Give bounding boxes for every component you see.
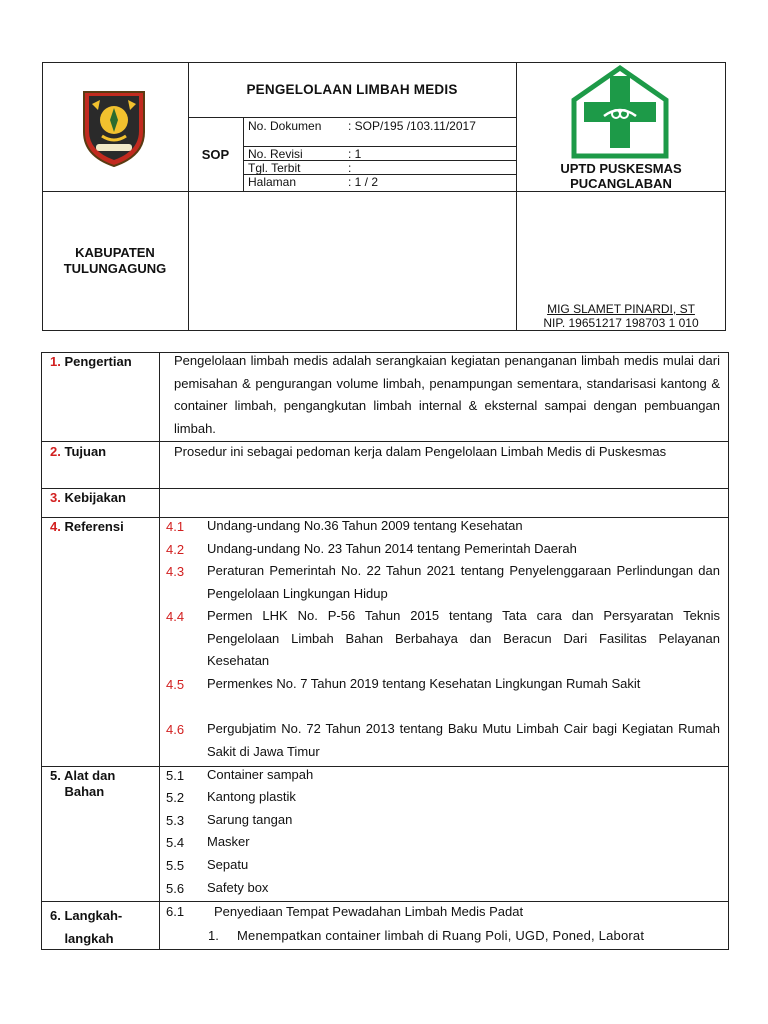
field-label-halaman: Halaman bbox=[248, 175, 297, 189]
reference-text: Peraturan Pemerintah No. 22 Tahun 2021 tentang Penyelenggaraan Perlindungan dan Pengelolaan Lingkungan Hidup bbox=[207, 563, 720, 601]
section-number: 3. bbox=[50, 490, 61, 505]
field-value-tgl-terbit: : bbox=[348, 161, 352, 175]
reference-text: Pergubjatim No. 72 Tahun 2013 tentang Baku Mutu Limbah Cair bagi Kegiatan Rumah Sakit di Jawa Timur bbox=[207, 721, 720, 759]
section-title: Referensi bbox=[64, 519, 124, 534]
region-name: KABUPATEN TULUNGAGUNG bbox=[63, 245, 167, 276]
item-text: Safety box bbox=[207, 880, 269, 895]
step-group-number: 6.1 bbox=[166, 904, 185, 919]
reference-text: Permen LHK No. P-56 Tahun 2015 tentang Tata cara dan Persyaratan Teknis Pengelolaan Limbah Bahan Berbahaya dan Beracun Dari Fasilitas Pelayanan Kesehatan bbox=[207, 608, 720, 669]
item-number: 5.4 bbox=[166, 835, 185, 850]
reference-text: Undang-undang No.36 Tahun 2009 tentang Kesehatan bbox=[207, 518, 523, 533]
section-tujuan-text: Prosedur ini sebagai pedoman kerja dalam Pengelolaan Limbah Medis di Puskesmas bbox=[174, 444, 667, 459]
signer-nip: NIP. 19651217 198703 1 010 bbox=[543, 316, 699, 330]
item-number: 5.5 bbox=[166, 858, 185, 873]
reference-number: 4.6 bbox=[166, 722, 185, 737]
field-label-no-revisi: No. Revisi bbox=[248, 147, 303, 161]
item-text: Sepatu bbox=[207, 857, 249, 872]
section-pengertian-text: Pengelolaan limbah medis adalah serangkaian kegiatan penanganan limbah medis mulai dari pemisahan & pengurangan volume limbah, penampungan sementara, standarisasi kantong & container limbah, pengangkutan limbah internal & eksternal sampai dengan pembuangan limbah. bbox=[174, 353, 720, 436]
section-number: 4. bbox=[50, 519, 61, 534]
item-number: 5.6 bbox=[166, 881, 185, 896]
reference-number: 4.1 bbox=[166, 519, 185, 534]
item-text: Container sampah bbox=[207, 767, 314, 782]
reference-number: 4.4 bbox=[166, 609, 185, 624]
item-text: Masker bbox=[207, 834, 250, 849]
section-pengertian-label bbox=[50, 354, 132, 369]
section-referensi-label bbox=[50, 519, 124, 534]
field-value-no-revisi: : 1 bbox=[348, 147, 362, 161]
puskesmas-logo bbox=[570, 64, 670, 160]
section-alat-label: 5. Alat dan Bahan bbox=[50, 768, 116, 799]
reference-text: Undang-undang No. 23 Tahun 2014 tentang Pemerintah Daerah bbox=[207, 541, 577, 556]
section-number: 1. bbox=[50, 354, 61, 369]
kabupaten-emblem-logo bbox=[78, 86, 150, 168]
step-group-title: Penyediaan Tempat Pewadahan Limbah Medis Padat bbox=[214, 904, 524, 919]
section-title: Pengertian bbox=[64, 354, 132, 369]
item-number: 5.2 bbox=[166, 790, 185, 805]
reference-number: 4.2 bbox=[166, 542, 185, 557]
item-text: Kantong plastik bbox=[207, 789, 296, 804]
item-number: 5.3 bbox=[166, 813, 185, 828]
section-tujuan-label bbox=[50, 444, 106, 459]
step-number: 1. bbox=[208, 928, 219, 943]
field-label-no-dokumen: No. Dokumen bbox=[248, 119, 322, 133]
organization-name: UPTD PUSKESMAS PUCANGLABAN bbox=[560, 161, 682, 191]
field-value-no-dokumen: : SOP/195 /103.11/2017 bbox=[348, 119, 476, 133]
reference-number: 4.3 bbox=[166, 564, 185, 579]
document-title: PENGELOLAAN LIMBAH MEDIS bbox=[246, 81, 458, 97]
section-langkah-label: 6. Langkah- langkah bbox=[50, 908, 123, 946]
item-text: Sarung tangan bbox=[207, 812, 293, 827]
field-value-halaman: : 1 / 2 bbox=[348, 175, 379, 189]
section-title: Tujuan bbox=[64, 444, 107, 459]
reference-text: Permenkes No. 7 Tahun 2019 tentang Kesehatan Lingkungan Rumah Sakit bbox=[207, 676, 641, 691]
step-text: Menempatkan container limbah di Ruang Poli, UGD, Poned, Laborat bbox=[237, 928, 645, 943]
sop-label: SOP bbox=[201, 146, 230, 162]
reference-number: 4.5 bbox=[166, 677, 185, 692]
section-kebijakan-label bbox=[50, 490, 126, 505]
signer-name: MIG SLAMET PINARDI, ST bbox=[547, 302, 695, 316]
section-title: Kebijakan bbox=[64, 490, 126, 505]
field-label-tgl-terbit: Tgl. Terbit bbox=[248, 161, 301, 175]
item-number: 5.1 bbox=[166, 768, 185, 783]
section-number: 2. bbox=[50, 444, 61, 459]
